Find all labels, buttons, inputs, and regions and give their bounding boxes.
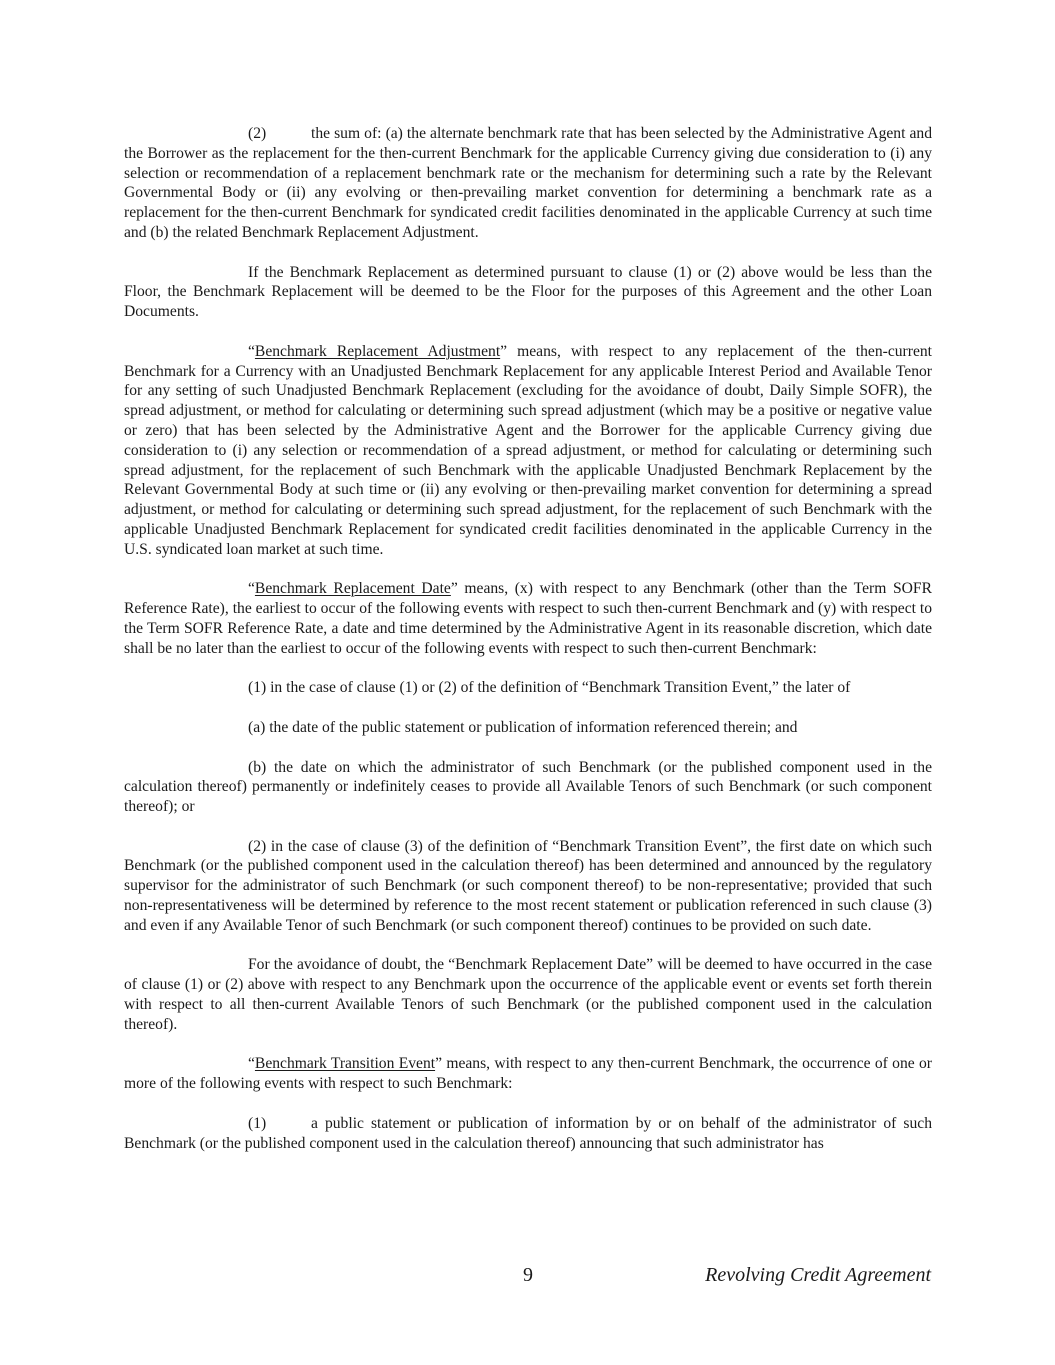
paragraph-clause-2-non-representative [124, 837, 932, 936]
paragraph-text: ” means, (x) with respect to any Benchmark (other than the Term SOFR Reference Rate), the earliest to occur of the following events with respect to such then-current Benchmark and (y) with respect to the Term SOFR Reference Rate, a date and time determined by the Administrative Agent in its reasonable discretion, which date shall be no later than the earliest to occur of the following events with respect to such then-current Benchmark: [124, 580, 932, 657]
open-quote: “ [248, 580, 255, 598]
paragraph-text: the sum of: (a) the alternate benchmark rate that has been selected by the Administrative Agent and the Borrower as the replacement for the then-current Benchmark for the applicable Currency giving due consideration to (i) any selection or recommendation of a replacement benchmark rate or the mechanism for determining such a rate by the Relevant Governmental Body or (ii) any evolving or then-prevailing market convention for determining a benchmark rate as a replacement for the then-current Benchmark for syndicated credit facilities denominated in the applicable Currency at such time and (b) the related Benchmark Replacement Adjustment. [124, 125, 932, 241]
open-quote: “ [248, 1055, 255, 1073]
defined-term: Benchmark Transition Event [254, 1055, 436, 1073]
document-title: Revolving Credit Agreement [705, 1264, 931, 1286]
page-footer [0, 1264, 1055, 1288]
paragraph-text: (a) the date of the public statement or publication of information referenced therein; and [248, 718, 798, 736]
document-page [124, 124, 932, 1173]
paragraph-text: ” means, with respect to any then-current Benchmark, the occurrence of one or more of the following events with respect to such Benchmark: [124, 1055, 932, 1093]
open-quote: “ [248, 342, 255, 360]
clause-label: (1) [248, 1114, 267, 1132]
definition-benchmark-transition-event [124, 1054, 932, 1094]
page-number: 9 [523, 1264, 533, 1286]
paragraph-text: ” means, with respect to any replacement of the then-current Benchmark for a Currency with an Unadjusted Benchmark Replacement for any applicable Interest Period and Available Tenor for any setting of such Unadjusted Benchmark Replacement (excluding for the avoidance of doubt, Daily Simple SOFR), the spread adjustment, or method for calculating or determining such spread adjustment (which may be a positive or negative value or zero) that has been selected by the Administrative Agent and the Borrower for the applicable Currency giving due consideration to (i) any selection or recommendation of a spread adjustment, or method for calculating or determining such spread adjustment, for the replacement of such Benchmark with the applicable Unadjusted Benchmark Replacement by the Relevant Governmental Body at such time or (ii) any evolving or then-prevailing market convention for determining a spread adjustment, or method for calculating or determining such spread adjustment, for the replacement of such Benchmark with the applicable Unadjusted Benchmark Replacement for syndicated credit facilities denominated in the applicable Currency in the U.S. syndicated loan market at such time. [124, 342, 932, 558]
defined-term: Benchmark Replacement Date [254, 580, 451, 598]
paragraph-avoidance-of-doubt [124, 955, 932, 1034]
clause-label: (2) [248, 125, 267, 142]
paragraph-clause-2-sum [124, 124, 932, 243]
paragraph-text: (b) the date on which the administrator of such Benchmark (or the published component used in the calculation thereof) permanently or indefinitely ceases to provide all Available Tenors of such Benchmark (or such component thereof); or [124, 758, 932, 816]
definition-benchmark-replacement-adjustment [124, 342, 932, 560]
paragraph-text: For the avoidance of doubt, the “Benchmark Replacement Date” will be deemed to have occurred in the case of clause (1) or (2) above with respect to any Benchmark upon the occurrence of the applicable event or events set forth therein with respect to all then-current Available Tenors of such Benchmark (or the published component used in the calculation thereof). [124, 956, 932, 1033]
defined-term: Benchmark Replacement Adjustment [254, 342, 501, 360]
definition-benchmark-replacement-date [124, 579, 932, 658]
paragraph-subclause-b [124, 758, 932, 817]
paragraph-clause-1-later-of [124, 678, 932, 698]
paragraph-transition-clause-1 [124, 1114, 932, 1154]
paragraph-text: (2) in the case of clause (3) of the definition of “Benchmark Transition Event”, the first date on which such Benchmark (or the published component used in the calculation thereof) has been determined and announced by the regulatory supervisor for the administrator of such Benchmark (or such component thereof) to be non-representative; provided that such non-representativeness will be determined by reference to the most recent statement or publication referenced in such clause (3) and even if any Available Tenor of such Benchmark (or such component thereof) continues to be provided on such date. [124, 837, 932, 934]
paragraph-text: If the Benchmark Replacement as determined pursuant to clause (1) or (2) above would be less than the Floor, the Benchmark Replacement will be deemed to be the Floor for the purposes of this Agreement and the other Loan Documents. [124, 263, 932, 321]
paragraph-subclause-a [124, 718, 932, 738]
paragraph-text: (1) in the case of clause (1) or (2) of the definition of “Benchmark Transition Event,” the later of [248, 679, 851, 697]
paragraph-text: a public statement or publication of information by or on behalf of the administrator of such Benchmark (or the published component used in the calculation thereof) announcing that such administrator has [124, 1114, 932, 1152]
paragraph-floor [124, 263, 932, 322]
